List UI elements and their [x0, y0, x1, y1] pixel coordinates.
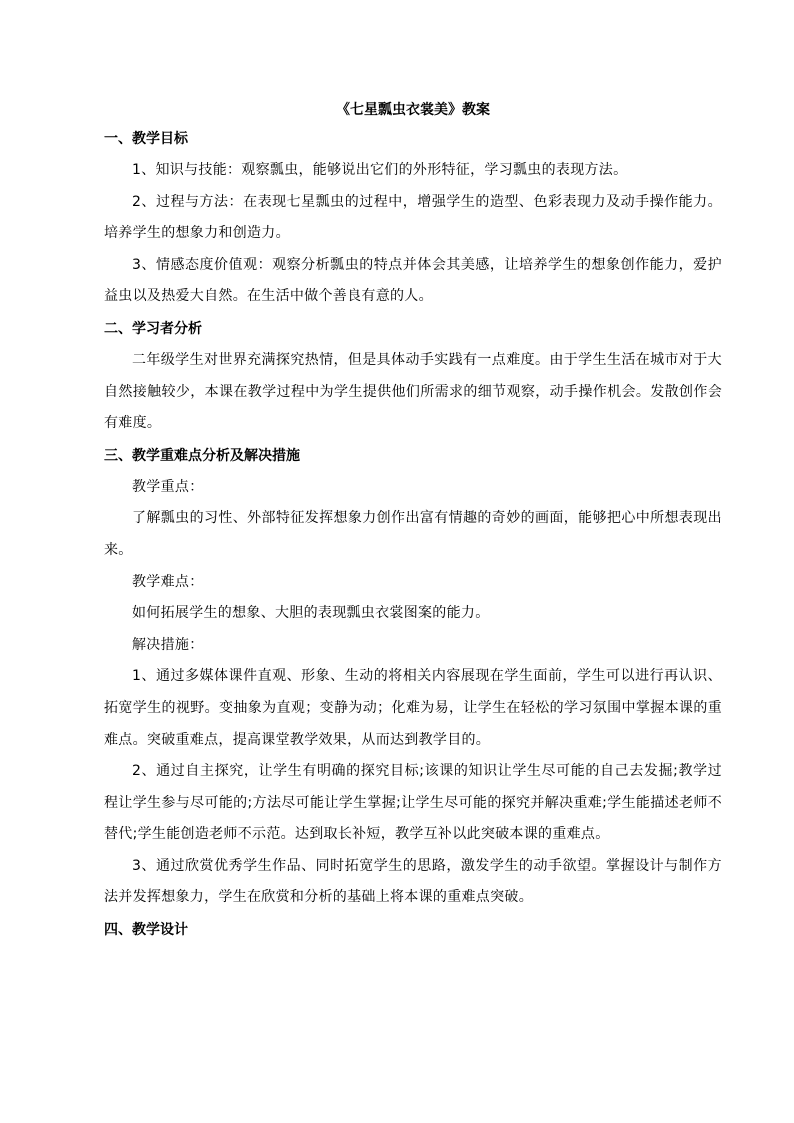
solution-item-1: 1、通过多媒体课件直观、形象、生动的将相关内容展现在学生面前，学生可以进行再认识、拓宽学生的视野。变抽象为直观；变静为动；化难为易，让学生在轻松的学习氛围中掌握本课的重难点。突破重难点，提高课堂教学效果，从而达到教学目的。: [104, 668, 722, 748]
difficult-point-label: 教学难点：: [132, 573, 204, 590]
section-heading-objectives: 一、教学目标: [104, 131, 188, 147]
objective-process: 2、过程与方法：在表现七星瓢虫的过程中，增强学生的造型、色彩表现力及动手操作能力。培养学生的想象力和创造力。: [104, 193, 722, 242]
learner-analysis-text: 二年级学生对世界充满探究热情，但是具体动手实践有一点难度。由于学生生活在城市对于大自然接触较少，本课在教学过程中为学生提供他们所需求的细节观察，动手操作机会。发散创作会有难度。: [104, 351, 722, 432]
key-point-text: 了解瓢虫的习性、外部特征发挥想象力创作出富有情趣的奇妙的画面，能够把心中所想表现出来。: [104, 510, 722, 558]
objective-knowledge: 1、知识与技能：观察瓢虫，能够说出它们的外形特征，学习瓢虫的表现方法。: [132, 162, 628, 178]
difficult-point-text: 如何拓展学生的想象、大胆的表现瓢虫衣裳图案的能力。: [132, 605, 490, 622]
solution-item-2: 2、通过自主探究，让学生有明确的探究目标;该课的知识让学生尽可能的自己去发掘;教学过程让学生参与尽可能的;方法尽可能让学生掌握;让学生尽可能的探究并解决重难;学生能描述老师不替代;学生能创造老师不示范。达到取长补短，教学互补以此突破本课的重难点。: [104, 763, 722, 843]
section-heading-teaching-design: 四、教学设计: [104, 922, 188, 939]
solution-item-3: 3、通过欣赏优秀学生作品、同时拓宽学生的思路，激发学生的动手欲望。掌握设计与制作方法并发挥想象力，学生在欣赏和分析的基础上将本课的重难点突破。: [104, 857, 722, 906]
document-title: 《七星瓢虫衣裳美》教案: [336, 102, 490, 118]
key-point-label: 教学重点：: [132, 478, 204, 495]
objective-attitude: 3、情感态度价值观：观察分析瓢虫的特点并体会其美感，让培养学生的想象创作能力，爱护益虫以及热爱大自然。在生活中做个善良有意的人。: [104, 256, 722, 305]
section-heading-key-points: 三、教学重难点分析及解决措施: [104, 447, 300, 464]
solution-label: 解决措施：: [132, 636, 204, 653]
section-heading-learner-analysis: 二、学习者分析: [104, 320, 202, 337]
document-body: [104, 100, 722, 946]
